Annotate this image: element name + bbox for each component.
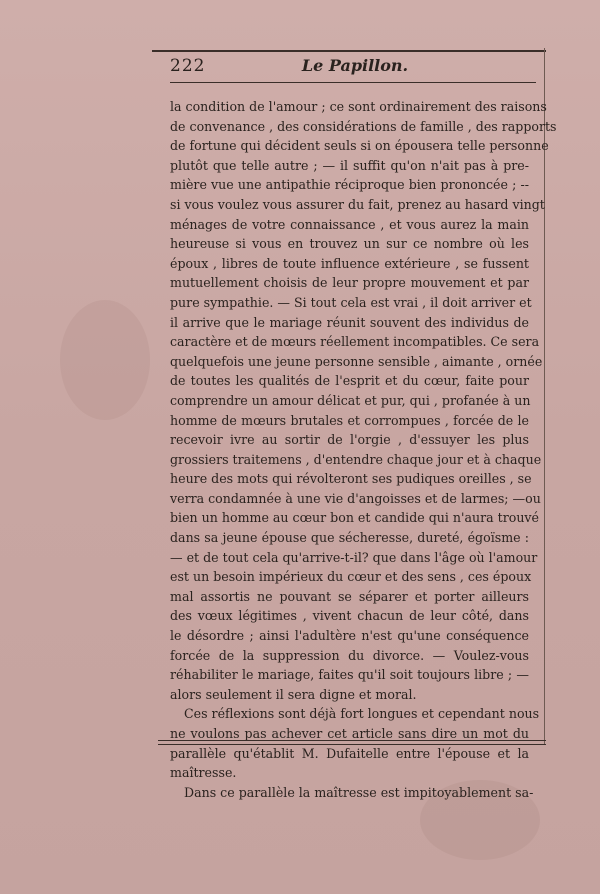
text-line: forcée de la suppression du divorce. — Voulez-vous <box>170 647 529 663</box>
text-line: grossiers traitemens , d'entendre chaque jour et à chaque <box>170 451 542 467</box>
text-line: de convenance , des considérations de famille , des rapports <box>170 118 557 134</box>
text-line: bien un homme au cœur bon et candide qui n'aura trouvé <box>170 510 540 526</box>
text-line: plutôt que telle autre ; — il suffit qu'on n'ait pas à pre- <box>170 157 529 173</box>
paper-stain <box>60 300 150 420</box>
text-line: mutuellement choisis de leur propre mouvement et par <box>170 275 529 291</box>
text-line: ne voulons pas achever cet article sans dire un mot du <box>170 726 529 741</box>
text-line: quelquefois une jeune personne sensible , aimante , ornée <box>170 353 543 369</box>
running-title: Le Papillon. <box>301 56 409 75</box>
text-line: maîtresse. <box>170 765 237 781</box>
text-line: parallèle qu'établit M. Dufaitelle entre l'épouse et la <box>170 745 529 761</box>
text-line: est un besoin impérieux du cœur et des sens , ces époux <box>170 569 532 585</box>
text-line: Ces réflexions sont déjà fort longues et cependant nous <box>184 706 540 722</box>
text-line: pure sympathie. — Si tout cela est vrai , il doit arriver et <box>170 294 532 310</box>
text-line: dans sa jeune épouse que sécheresse, dureté, égoïsme : <box>170 530 529 546</box>
text-line: de fortune qui décident seuls si on épousera telle personne <box>170 138 549 154</box>
text-line: recevoir ivre au sortir de l'orgie , d'essuyer les plus <box>170 432 529 448</box>
text-line: mière vue une antipathie réciproque bien prononcée ; -- <box>170 177 529 193</box>
text-line: mal assortis ne pouvant se séparer et porter ailleurs <box>170 588 529 604</box>
text-line: verra condamnée à une vie d'angoisses et de larmes; —ou <box>170 490 541 506</box>
text-line: heure des mots qui révolteront ses pudiques oreilles , se <box>170 471 532 487</box>
text-line: il arrive que le mariage réunit souvent des individus de <box>170 314 529 330</box>
text-line: alors seulement il sera digne et moral. <box>170 686 417 702</box>
text-line: homme de mœurs brutales et corrompues , forcée de le <box>170 412 529 428</box>
text-line: comprendre un amour délicat et pur, qui , profanée à un <box>170 392 531 408</box>
text-line: — et de tout cela qu'arrive-t-il? que dans l'âge où l'amour <box>170 549 538 565</box>
text-line: époux , libres de toute influence extérieure , se fussent <box>170 255 529 271</box>
text-line: si vous voulez vous assurer du fait, prenez au hasard vingt <box>170 196 545 212</box>
text-line: de toutes les qualités de l'esprit et du cœur, faite pour <box>170 373 529 389</box>
text-line: ménages de votre connaissance , et vous aurez la main <box>170 216 529 232</box>
text-line: caractère et de mœurs réellement incompatibles. Ce sera <box>170 334 540 350</box>
text-line: heureuse si vous en trouvez un sur ce nombre où les <box>170 236 529 252</box>
text-line: le désordre ; ainsi l'adultère n'est qu'une conséquence <box>170 628 529 644</box>
text-line: Dans ce parallèle la maîtresse est impitoyablement sa- <box>184 784 534 800</box>
text-line: la condition de l'amour ; ce sont ordinairement des raisons <box>170 99 547 114</box>
page-number: 222 <box>170 56 206 76</box>
bottom-border-rule <box>158 740 546 745</box>
body-text <box>170 97 557 802</box>
text-line: réhabiliter le mariage, faites qu'il soit toujours libre ; — <box>170 667 529 683</box>
header-rule <box>170 82 536 83</box>
text-line: des vœux légitimes , vivent chacun de leur côté, dans <box>170 608 529 624</box>
